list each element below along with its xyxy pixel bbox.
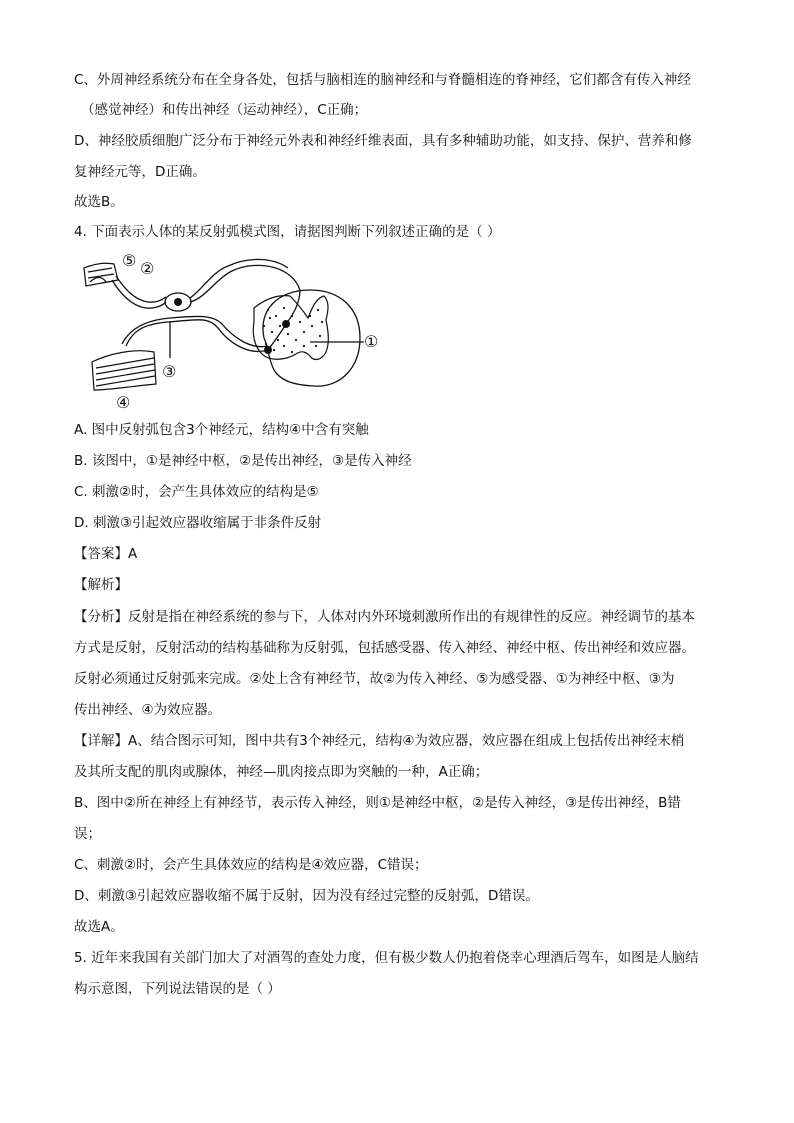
q4-option-d: D. 刺激③引起效应器收缩属于非条件反射 — [74, 515, 322, 531]
label-4: ④ — [116, 393, 131, 412]
q3-option-d-line1: D、神经胶质细胞广泛分布于神经元外表和神经纤维表面，具有多种辅助功能，如支持、保护、营养和修 — [74, 133, 692, 149]
q4-detail-line: 误； — [74, 826, 101, 842]
label-3: ③ — [162, 362, 177, 381]
reflex-arc-figure — [78, 246, 398, 414]
q3-option-c-line2: （感觉神经）和传出神经（运动神经），C正确； — [81, 102, 368, 118]
q4-option-c: C. 刺激②时，会产生具体效应的结构是⑤ — [74, 484, 319, 500]
q4-detail-line: 及其所支配的肌肉或腺体，神经—肌肉接点即为突触的一种，A正确； — [74, 764, 489, 780]
q4-option-b: B. 该图中，①是神经中枢，②是传出神经，③是传入神经 — [74, 453, 412, 469]
efferent-nerve — [126, 320, 268, 352]
q4-detail-line: C、刺激②时，会产生具体效应的结构是④效应器，C错误； — [74, 857, 428, 873]
label-1: ① — [364, 332, 379, 351]
q4-detail-line: B、图中②所在神经上有神经节，表示传入神经，则①是神经中枢，②是传入神经，③是传出神经，B错 — [74, 795, 681, 811]
q5-stem-line1: 5. 近年来我国有关部门加大了对酒驾的查处力度，但有极少数人仍抱着侥幸心理酒后驾车，如图是人脑结 — [74, 950, 699, 966]
q4-answer: 【答案】A — [74, 546, 138, 562]
q3-option-d-line2: 复神经元等，D正确。 — [74, 164, 206, 180]
q4-conclusion: 故选A。 — [74, 919, 124, 935]
q3-option-c-line1: C、外周神经系统分布在全身各处，包括与脑相连的脑神经和与脊髓相连的脊神经，它们都含有传入神经 — [74, 72, 691, 88]
q4-option-a: A. 图中反射弧包含3个神经元，结构④中含有突触 — [74, 422, 369, 438]
q4-analysis-line: 方式是反射，反射活动的结构基础称为反射弧，包括感受器、传入神经、神经中枢、传出神经和效应器。 — [74, 640, 695, 656]
q4-detail-line: 【详解】A、结合图示可知，图中共有3个神经元，结构④为效应器，效应器在组成上包括传出神经末梢 — [74, 733, 685, 749]
q4-analysis-title: 【解析】 — [74, 577, 128, 593]
effector-muscle — [92, 351, 156, 390]
q4-analysis-line: 传出神经、④为效应器。 — [74, 702, 222, 718]
q4-stem: 4. 下面表示人体的某反射弧模式图，请据图判断下列叙述正确的是（ ） — [74, 224, 501, 240]
q4-analysis-line: 【分析】反射是指在神经系统的参与下，人体对内外环境刺激所作出的有规律性的反应。神经调节的基本 — [74, 609, 695, 625]
q3-conclusion: 故选B。 — [74, 194, 124, 210]
afferent-nerve — [112, 280, 166, 308]
q4-analysis-line: 反射必须通过反射弧来完成。②处上含有神经节，故②为传入神经、⑤为感受器、①为神经中枢、③为 — [74, 671, 675, 687]
label-2: ② — [140, 259, 155, 278]
label-5: ⑤ — [122, 251, 137, 270]
q4-detail-line: D、刺激③引起效应器收缩不属于反射，因为没有经过完整的反射弧，D错误。 — [74, 888, 539, 904]
q5-stem-line2: 构示意图，下列说法错误的是（ ） — [74, 981, 281, 997]
